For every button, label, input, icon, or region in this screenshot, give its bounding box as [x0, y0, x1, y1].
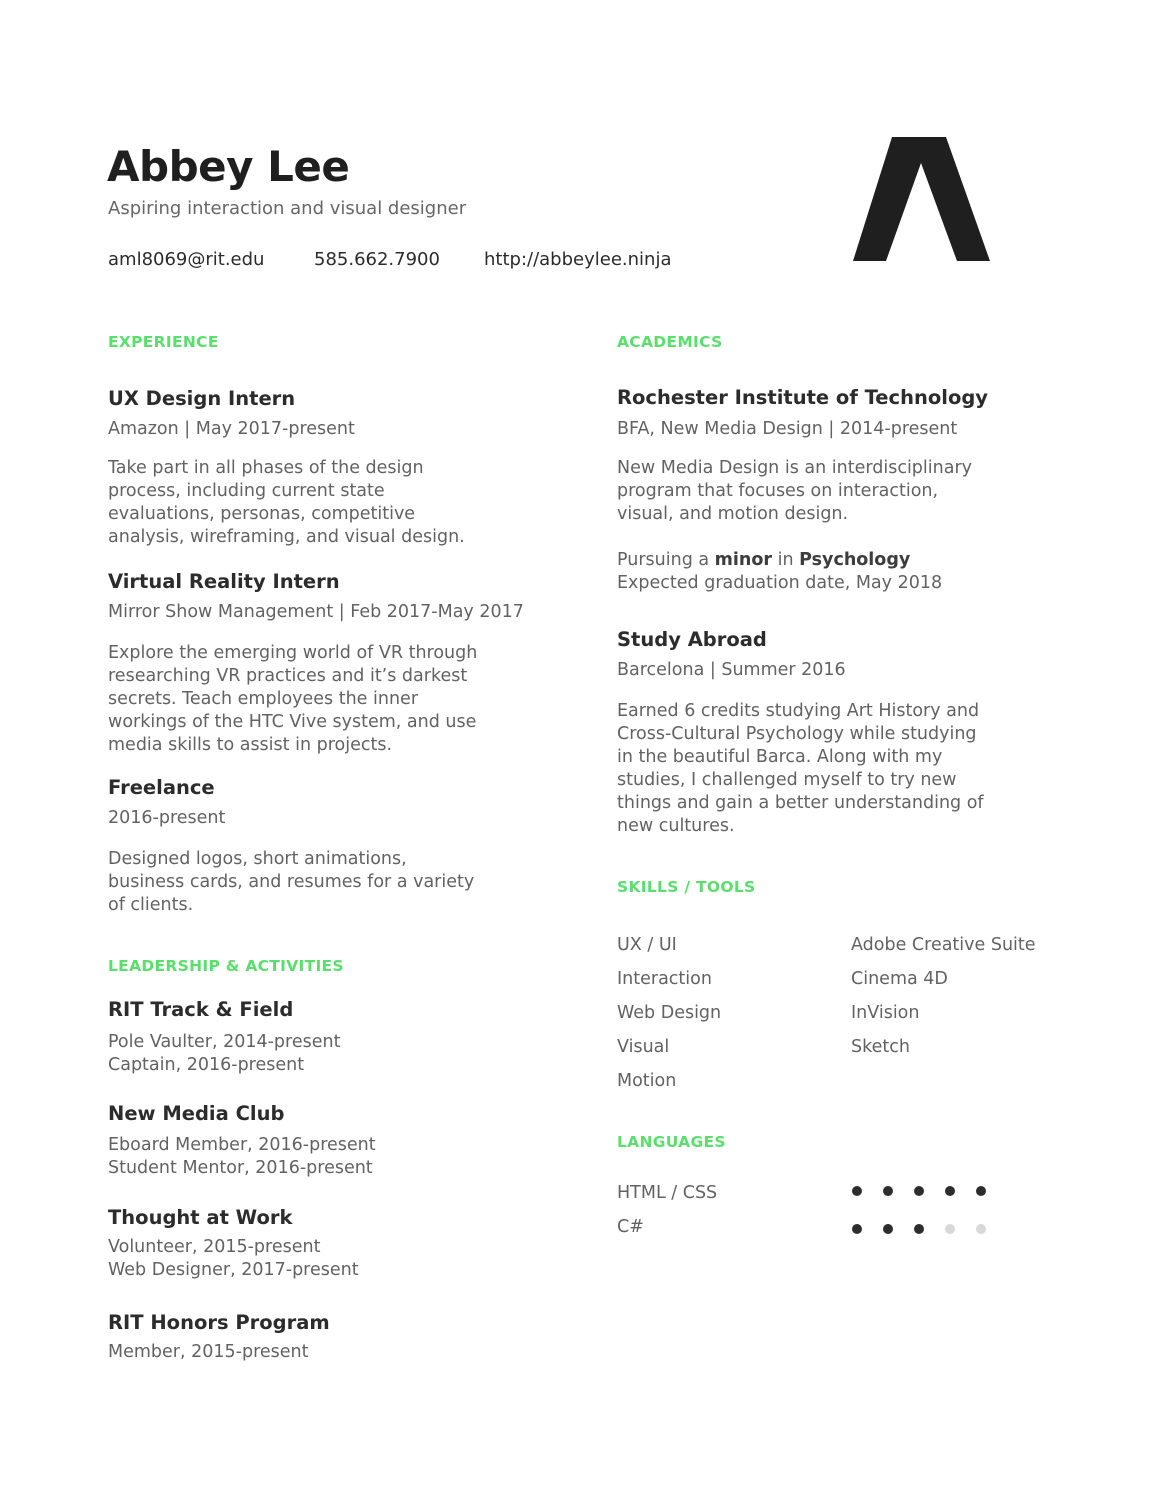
activity-title: RIT Honors Program	[108, 1311, 330, 1334]
rating-dot-filled	[945, 1186, 955, 1196]
leadership-heading: LEADERSHIP & ACTIVITIES	[108, 957, 344, 975]
skill-item: Motion	[617, 1071, 677, 1091]
rating-dot-filled	[914, 1224, 924, 1234]
minor-line	[617, 549, 910, 572]
skill-item: Web Design	[617, 1003, 722, 1023]
languages-heading: LANGUAGES	[617, 1133, 726, 1151]
degree-meta: BFA, New Media Design | 2014-present	[617, 419, 958, 439]
rating-dot-empty	[976, 1224, 986, 1234]
academics-heading: ACADEMICS	[617, 333, 723, 351]
program-description: New Media Design is an interdisciplinary program that focuses on interaction, visual, and motion design.	[617, 458, 972, 524]
rating-dot-filled	[852, 1224, 862, 1234]
job-title: Freelance	[108, 776, 215, 799]
activity-title: RIT Track & Field	[108, 998, 294, 1021]
rating-dot-empty	[945, 1224, 955, 1234]
language-rating	[852, 1186, 992, 1198]
rating-dot-filled	[976, 1186, 986, 1196]
contact-phone[interactable]: 585.662.7900	[314, 249, 440, 270]
contact-website[interactable]: http://abbeylee.ninja	[484, 249, 672, 270]
job-description: Designed logos, short animations, business cards, and resumes for a variety of clients.	[108, 849, 475, 915]
experience-heading: EXPERIENCE	[108, 333, 219, 351]
rating-dot-filled	[852, 1186, 862, 1196]
rating-dot-filled	[883, 1186, 893, 1196]
activity-role: Captain, 2016-present	[108, 1055, 305, 1075]
activity-role: Student Mentor, 2016-present	[108, 1158, 373, 1178]
resume-tagline: Aspiring interaction and visual designer	[108, 198, 467, 219]
contact-email[interactable]: aml8069@rit.edu	[108, 249, 265, 270]
activity-role: Member, 2015-present	[108, 1342, 309, 1362]
activity-role: Volunteer, 2015-present	[108, 1237, 321, 1257]
job-meta: 2016-present	[108, 808, 226, 828]
tool-item: InVision	[851, 1003, 920, 1023]
study-abroad-title: Study Abroad	[617, 628, 767, 651]
study-abroad-description: Earned 6 credits studying Art History and Cross-Cultural Psychology while studying in the beautiful Barca. Along with my studies, I challenged myself to try new things and gain a better understanding of new cultures.	[617, 701, 984, 836]
skill-item: Interaction	[617, 969, 712, 989]
job-title: Virtual Reality Intern	[108, 570, 340, 593]
minor-subject: Psychology	[799, 550, 911, 570]
minor-mid: in	[772, 550, 800, 570]
rating-dot-filled	[883, 1224, 893, 1234]
language-rating	[852, 1224, 992, 1236]
skills-heading: SKILLS / TOOLS	[617, 878, 756, 896]
skill-item: Visual	[617, 1037, 670, 1057]
job-meta: Mirror Show Management | Feb 2017-May 2017	[108, 602, 524, 622]
activity-role: Pole Vaulter, 2014-present	[108, 1032, 341, 1052]
tool-item: Sketch	[851, 1037, 910, 1057]
job-meta: Amazon | May 2017-present	[108, 419, 355, 439]
language-name: C#	[617, 1217, 644, 1237]
rating-dot-filled	[914, 1186, 924, 1196]
school-name: Rochester Institute of Technology	[617, 386, 989, 409]
resume-name: Abbey Lee	[107, 142, 350, 191]
tool-item: Cinema 4D	[851, 969, 948, 989]
activity-title: Thought at Work	[108, 1206, 293, 1229]
tool-item: Adobe Creative Suite	[851, 935, 1036, 955]
minor-word: minor	[714, 550, 773, 570]
language-name: HTML / CSS	[617, 1183, 718, 1203]
job-description: Take part in all phases of the design process, including current state evaluations, personas, competitive analysis, wireframing, and visual design.	[108, 458, 465, 547]
activity-title: New Media Club	[108, 1102, 285, 1125]
minor-prefix: Pursuing a	[617, 550, 715, 570]
skill-item: UX / UI	[617, 935, 677, 955]
study-abroad-meta: Barcelona | Summer 2016	[617, 660, 846, 680]
job-title: UX Design Intern	[108, 387, 296, 410]
graduation-date: Expected graduation date, May 2018	[617, 573, 943, 593]
activity-role: Web Designer, 2017-present	[108, 1260, 359, 1280]
abbey-lee-logo-icon	[850, 133, 990, 261]
job-description: Explore the emerging world of VR through researching VR practices and it’s darkest secrets. Teach employees the inner workings of the HTC Vive system, and use media skills to assist in projects.	[108, 643, 478, 755]
activity-role: Eboard Member, 2016-present	[108, 1135, 376, 1155]
